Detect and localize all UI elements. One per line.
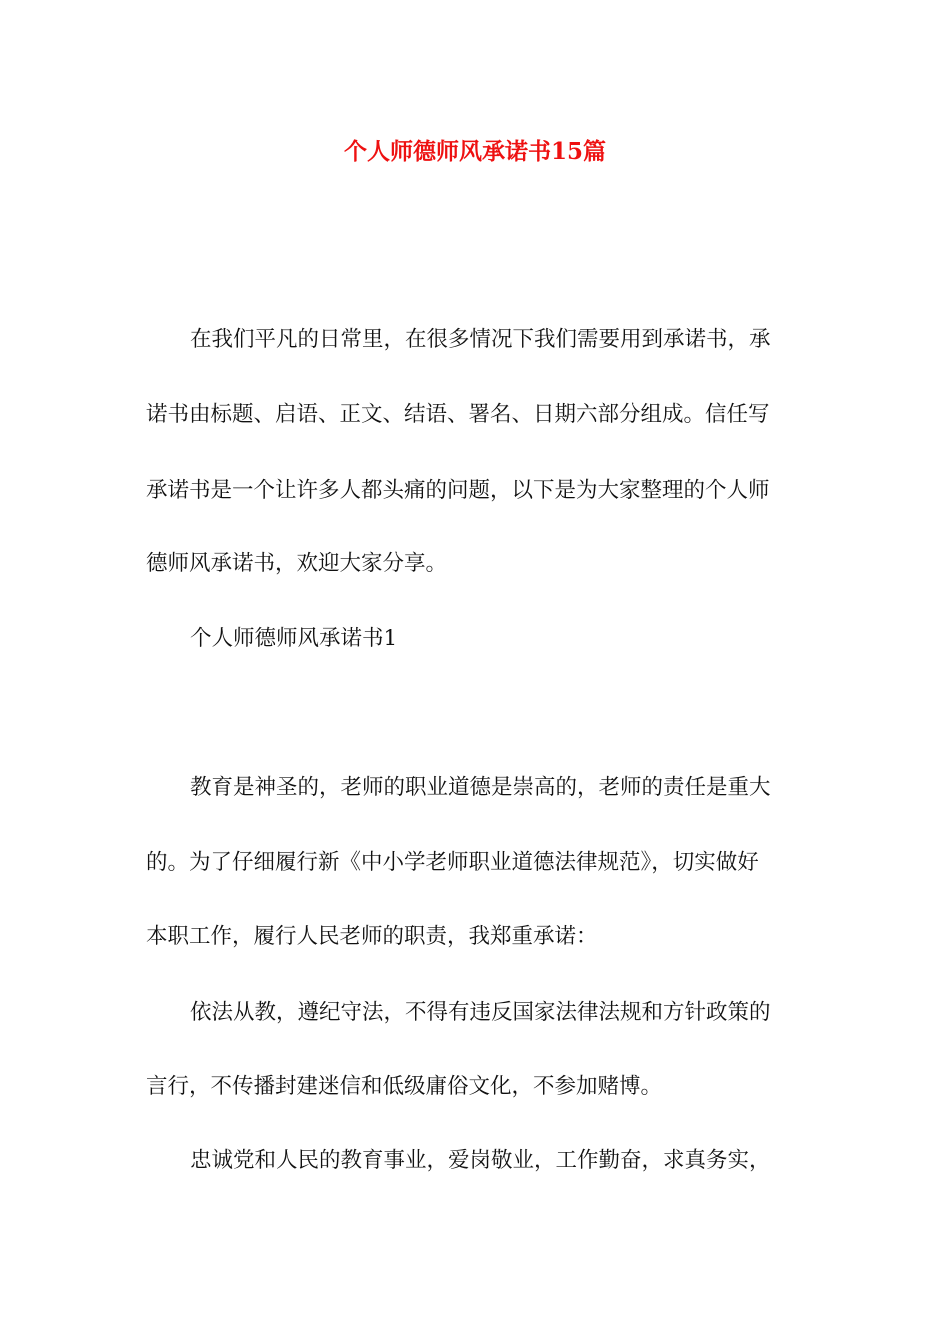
paragraph-line: 承诺书是一个让许多人都头痛的问题，以下是为大家整理的个人师 xyxy=(146,478,770,503)
paragraph-line: 本职工作，履行人民老师的职责，我郑重承诺： xyxy=(146,924,598,949)
paragraph-line: 在我们平凡的日常里，在很多情况下我们需要用到承诺书，承 xyxy=(190,327,771,352)
paragraph-line: 的。为了仔细履行新《中小学老师职业道德法律规范》，切实做好 xyxy=(146,850,759,875)
paragraph-line: 德师风承诺书，欢迎大家分享。 xyxy=(146,551,448,576)
section-heading: 个人师德师风承诺书1 xyxy=(190,626,398,651)
paragraph-line: 诺书由标题、启语、正文、结语、署名、日期六部分组成。信任写 xyxy=(146,402,770,427)
paragraph-line: 依法从教，遵纪守法，不得有违反国家法律法规和方针政策的 xyxy=(190,1000,771,1025)
document-title: 个人师德师风承诺书15篇 xyxy=(343,138,606,165)
paragraph-line: 教育是神圣的，老师的职业道德是崇高的，老师的责任是重大 xyxy=(190,775,771,800)
paragraph-line: 言行，不传播封建迷信和低级庸俗文化，不参加赌博。 xyxy=(146,1074,663,1099)
paragraph-line: 忠诚党和人民的教育事业，爱岗敬业，工作勤奋，求真务实， xyxy=(190,1148,771,1173)
